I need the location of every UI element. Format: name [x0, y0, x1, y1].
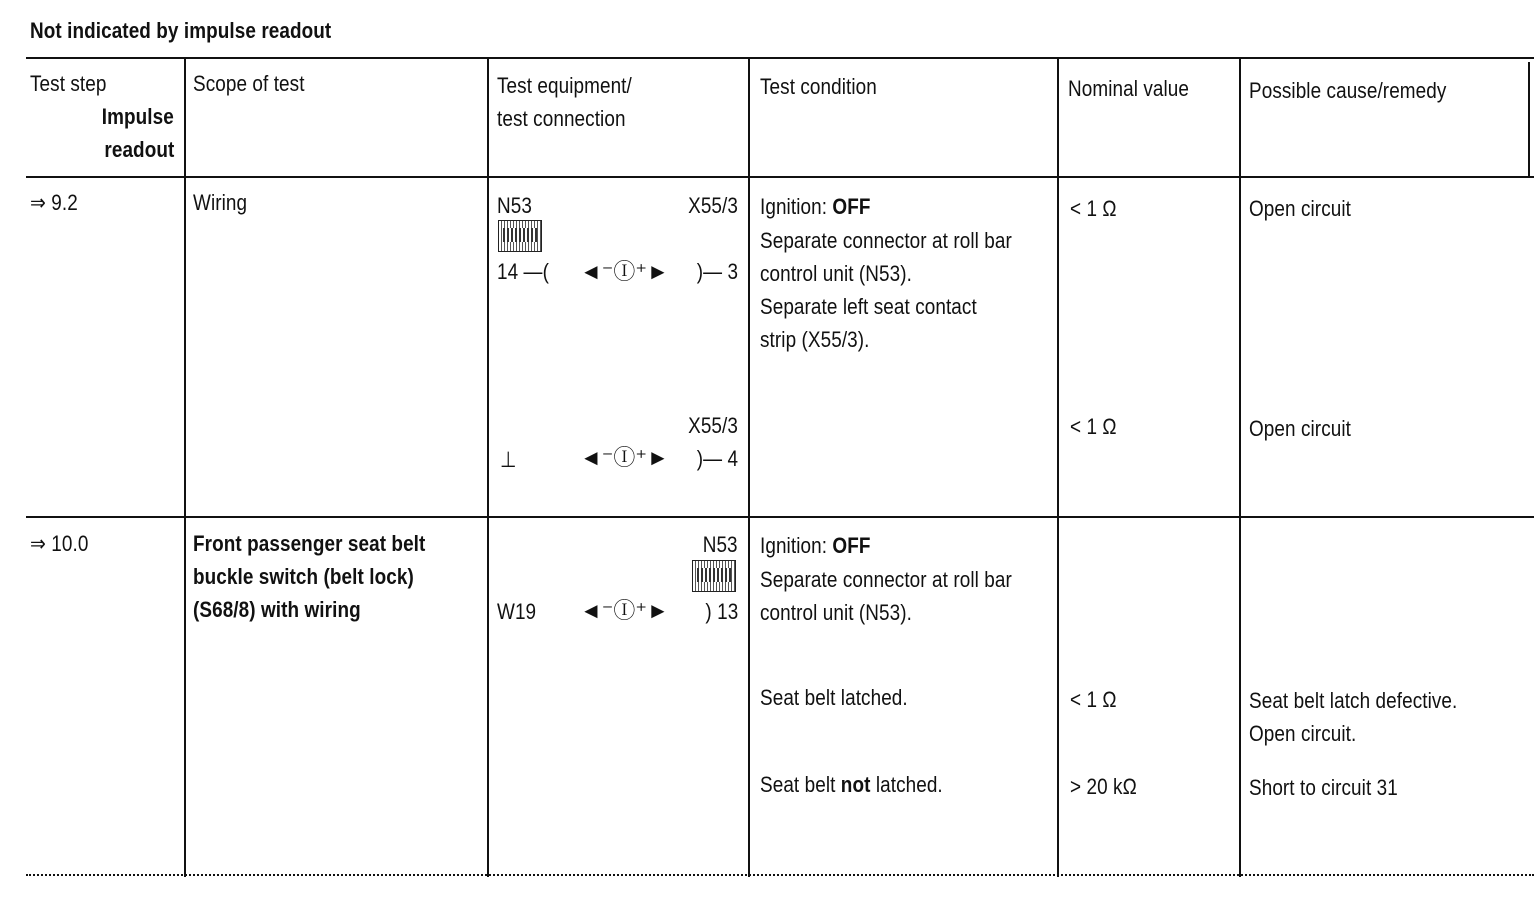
row2-w19: W19: [497, 599, 537, 624]
row1-pin14: 14 —(: [497, 259, 549, 284]
text-fragment: Seat belt: [760, 772, 841, 797]
text-emphasis: not: [840, 772, 871, 797]
connector-icon: [498, 220, 542, 252]
row2-condition-not-latched: [760, 768, 943, 801]
row1-pin3: )— 3: [696, 259, 738, 284]
row1-condition-line: Separate connector at roll bar: [760, 228, 1012, 253]
col-divider-3: [748, 57, 750, 877]
header-impulse: Impulse: [101, 104, 174, 129]
row2-condition-latched: Seat belt latched.: [760, 685, 908, 710]
table-top-rule: [26, 57, 1534, 59]
row1-condition-line: strip (X55/3).: [760, 327, 870, 352]
row2-scope-l1: Front passenger seat belt: [193, 531, 426, 556]
row1-condition-line: control unit (N53).: [760, 261, 913, 286]
row2-condition-line: control unit (N53).: [760, 600, 913, 625]
header-equipment-l2: test connection: [497, 106, 626, 131]
row2-step: ⇒ 10.0: [30, 531, 89, 556]
ignition-off: OFF: [832, 533, 871, 558]
ignition-label: Ignition:: [760, 533, 833, 558]
row2-scope-l2: buckle switch (belt lock): [193, 564, 414, 589]
row1-nominal-1: < 1 Ω: [1070, 196, 1117, 221]
ground-icon: ⊥: [500, 447, 517, 472]
row2-n53-label: N53: [703, 532, 738, 557]
col-divider-5: [1239, 57, 1241, 877]
row2-cause-1-l2: Open circuit.: [1249, 721, 1357, 746]
row2-condition-ignition: [760, 529, 870, 562]
row1-step: ⇒ 9.2: [30, 190, 78, 215]
header-bottom-rule: [26, 176, 1534, 178]
ohmmeter-icon: ◄⁻Ⓘ⁺►: [580, 598, 669, 623]
table-bottom-dotted-rule: [26, 874, 1534, 876]
ohmmeter-icon: ◄⁻Ⓘ⁺►: [580, 445, 669, 470]
row2-cause-1-l1: Seat belt latch defective.: [1249, 688, 1458, 713]
ignition-label: Ignition:: [760, 194, 833, 219]
header-scope: Scope of test: [193, 71, 305, 96]
connector-icon: [692, 560, 736, 592]
header-test-step: Test step: [30, 71, 107, 96]
row2-condition-line: Separate connector at roll bar: [760, 567, 1012, 592]
col-divider-1: [184, 57, 186, 877]
row1-cause-2: Open circuit: [1249, 416, 1351, 441]
row1-cause-1: Open circuit: [1249, 196, 1351, 221]
row1-n53-label: N53: [497, 193, 532, 218]
row2-scope-l3: (S68/8) with wiring: [193, 597, 361, 622]
row1-nominal-2: < 1 Ω: [1070, 414, 1117, 439]
row1-pin4: )— 4: [696, 446, 738, 471]
header-nominal: Nominal value: [1068, 76, 1190, 101]
row2-nominal-2: > 20 kΩ: [1070, 774, 1137, 799]
row1-x55-label: X55/3: [688, 193, 738, 218]
header-cause: Possible cause/remedy: [1249, 78, 1447, 103]
header-equipment-l1: Test equipment/: [497, 73, 632, 98]
row1-scope: Wiring: [193, 190, 248, 215]
row1-x55-label-2: X55/3: [688, 413, 738, 438]
text-fragment: latched.: [870, 772, 943, 797]
row-separator: [26, 516, 1534, 518]
row1-condition-line: Separate left seat contact: [760, 294, 977, 319]
page-title: Not indicated by impulse readout: [30, 18, 332, 43]
row2-cause-2: Short to circuit 31: [1249, 775, 1398, 800]
col-divider-4: [1057, 57, 1059, 877]
ignition-off: OFF: [832, 194, 871, 219]
col-divider-right: [1528, 62, 1530, 176]
ohmmeter-icon: ◄⁻Ⓘ⁺►: [580, 259, 669, 284]
row2-nominal-1: < 1 Ω: [1070, 687, 1117, 712]
row2-pin13: ) 13: [705, 599, 738, 624]
header-readout: readout: [104, 137, 174, 162]
row1-condition-ignition: [760, 190, 870, 223]
header-condition: Test condition: [760, 74, 877, 99]
col-divider-2: [487, 57, 489, 877]
